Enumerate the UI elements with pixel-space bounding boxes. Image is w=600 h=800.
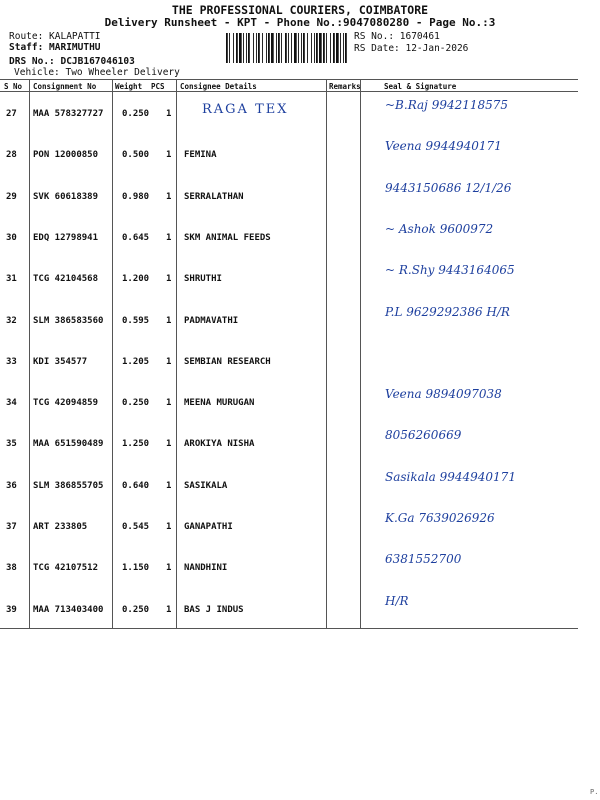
signature: K.Ga 7639026926 [385,511,495,525]
rs-number: RS No.: 1670461 [354,31,440,42]
row-weight: 0.250 [122,398,150,409]
row-pcs: 1 [166,604,172,615]
table-row [0,422,578,462]
row-sno: 34 [6,398,17,409]
row-pcs: 1 [166,232,172,243]
row-sno: 37 [6,522,17,532]
row-consignee: FEMINA [184,150,217,161]
row-consignee: MEENA MURUGAN [184,398,255,409]
row-consignee: SEMBIAN RESEARCH [184,356,271,367]
row-consignment-no: MAA 651590489 [33,439,104,450]
staff-label: Staff: MARIMUTHU [9,42,101,53]
row-pcs: 1 [166,480,172,491]
row-consignee: SASIKALA [184,480,228,491]
table-row [0,299,578,339]
row-weight: 1.150 [122,563,150,574]
row-consignment-no: TCG 42104568 [33,274,99,285]
row-weight: 0.250 [122,109,150,119]
row-pcs: 1 [166,315,172,326]
row-sno: 33 [6,356,17,367]
table-row [0,546,578,586]
row-weight: 0.595 [122,315,150,326]
row-consignment-no: SLM 386855705 [33,480,104,491]
row-sno: 32 [6,315,17,326]
signature: 6381552700 [385,552,462,567]
table-row [0,381,578,421]
row-consignment-no: SLM 386583560 [33,315,104,326]
signature: 9443150686 12/1/26 [385,180,512,195]
row-weight: 0.645 [122,232,150,243]
row-consignee: GANAPATHI [184,522,233,532]
row-pcs: 1 [166,522,172,532]
route-label: Route: KALAPATTI [9,31,101,42]
row-pcs: 1 [166,109,172,119]
signature: P.L 9629292386 H/R [385,304,510,319]
signature: H/R [385,593,409,608]
row-consignee: NANDHINI [184,563,228,574]
rs-date: RS Date: 12-Jan-2026 [354,43,469,54]
row-consignment-no: KDI 354577 [33,356,88,367]
row-weight: 0.545 [122,522,150,532]
row-weight: 1.200 [122,274,150,285]
row-consignment-no: ART 233805 [33,522,88,532]
row-consignee: PADMAVATHI [184,315,239,326]
table-row [0,505,578,545]
signature: Veena 9944940171 [385,139,502,154]
col-header-weight: Weight [115,82,143,91]
corner-mark: P. [590,788,599,796]
row-consignment-no: MAA 713403400 [33,604,104,615]
row-consignment-no: SVK 60618389 [33,191,99,202]
signature: ~ Ashok 9600972 [385,221,494,236]
table-row [0,175,578,215]
signature: Veena 9894097038 [385,387,502,402]
row-consignee: AROKIYA NISHA [184,439,255,450]
col-header-consignment: Consignment No [33,82,97,91]
company-title: THE PROFESSIONAL COURIERS, COIMBATORE [171,3,429,17]
table-row [0,464,578,504]
table-row [0,216,578,256]
row-sno: 28 [6,150,17,161]
row-sno: 29 [6,191,17,202]
vehicle-label: Vehicle: Two Wheeler Delivery [14,67,180,78]
row-sno: 36 [6,480,17,491]
row-consignee: SHRUTHI [184,274,222,285]
col-header-pcs: PCS [151,82,165,91]
row-weight: 0.500 [122,150,150,161]
row-sno: 31 [6,274,17,285]
row-weight: 0.640 [122,480,150,491]
col-header-seal: Seal & Signature [384,82,457,91]
row-sno: 30 [6,232,17,243]
row-sno: 38 [6,563,17,574]
signature: ~B.Raj 9942118575 [385,98,509,112]
row-pcs: 1 [166,191,172,202]
signature: ~ R.Shy 9443164065 [385,263,515,278]
row-sno: 27 [6,109,17,119]
table-row [0,588,578,628]
row-consignment-no: MAA 578327727 [33,109,104,119]
row-sno: 39 [6,604,17,615]
row-weight: 1.250 [122,439,150,450]
row-pcs: 1 [166,439,172,450]
barcode-image [226,33,350,63]
table-row [0,257,578,297]
row-pcs: 1 [166,563,172,574]
row-pcs: 1 [166,150,172,161]
col-header-remarks: Remarks [329,82,361,91]
row-consignment-no: EDQ 12798941 [33,232,99,243]
table-top-rule [0,79,578,80]
row-weight: 1.205 [122,356,150,367]
signature: Sasikala 9944940171 [385,469,516,484]
table-bottom-rule [0,628,578,629]
row-weight: 0.250 [122,604,150,615]
row-consignee: SERRALATHAN [184,191,244,202]
table-row [0,133,578,173]
row-consignee: SKM ANIMAL FEEDS [184,232,271,243]
table-row [0,340,578,380]
row-consignment-no: PON 12000850 [33,150,99,161]
signature: 8056260669 [385,428,462,443]
row-consignee: BAS J INDUS [184,604,244,615]
row-pcs: 1 [166,274,172,285]
row-weight: 0.980 [122,191,150,202]
table-row [0,92,578,132]
sheet-title: Delivery Runsheet - KPT - Phone No.:9047080280 - Page No.:3 [104,16,496,29]
row-sno: 35 [6,439,17,450]
row-pcs: 1 [166,398,172,409]
handwritten-consignee: RAGA TEX [202,102,289,117]
col-header-consignee: Consignee Details [180,82,257,91]
drs-number: DRS No.: DCJB167046103 [9,56,135,67]
row-pcs: 1 [166,356,172,367]
row-consignment-no: TCG 42107512 [33,563,99,574]
row-consignment-no: TCG 42094859 [33,398,99,409]
col-header-sno: S No [4,82,23,91]
